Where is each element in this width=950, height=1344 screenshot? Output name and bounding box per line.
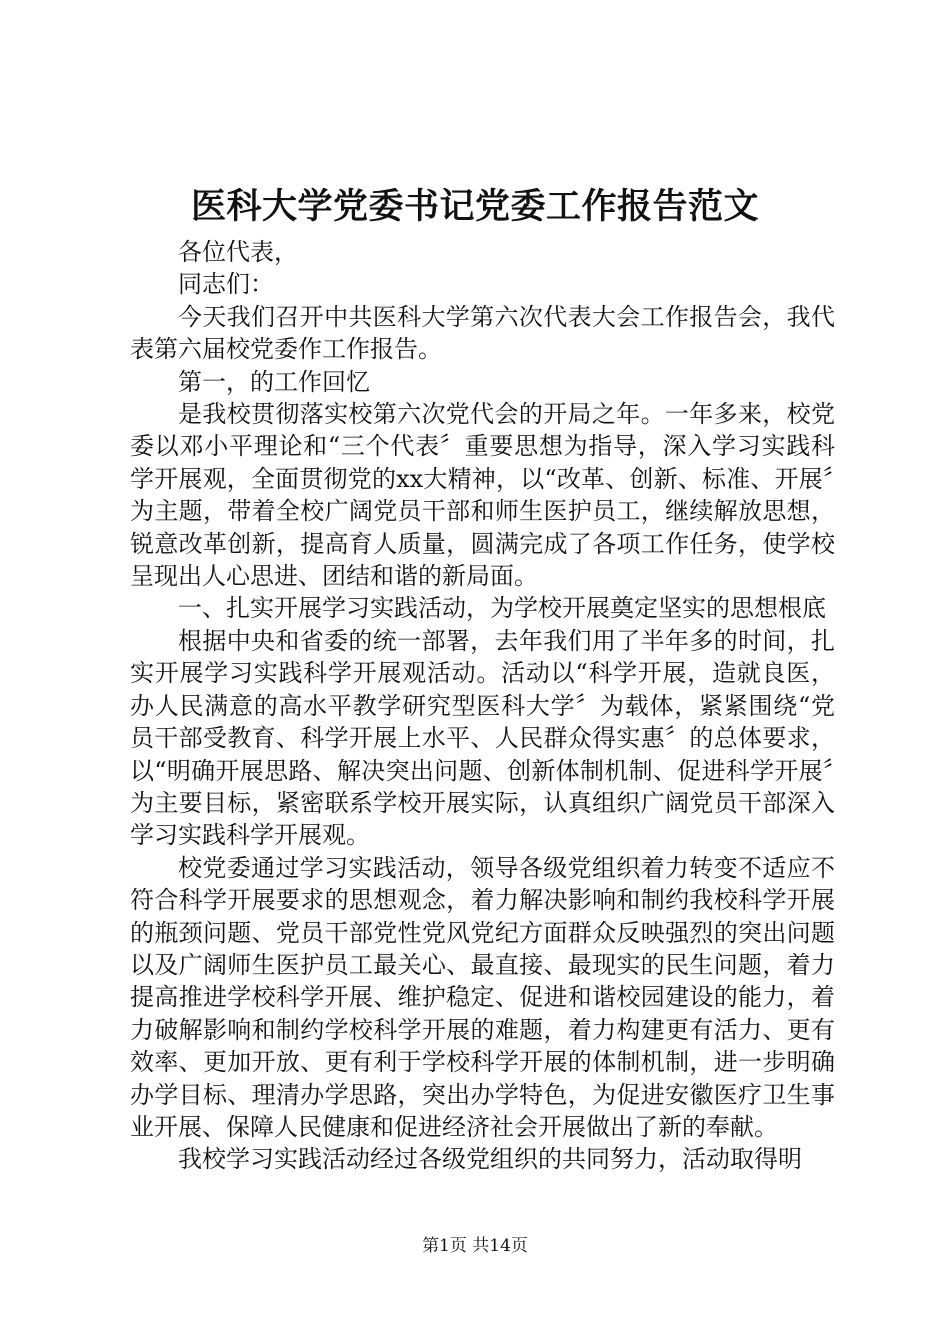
section-heading-1: 一、扎实开展学习实践活动，为学校开展奠定坚实的思想根底 [178, 594, 826, 623]
paragraph-study-activity: 根据中央和省委的统一部署，去年我们用了半年多的时间，扎实开展学习实践科学开展观活动。活动以“科学开展，造就良医，办人民满意的高水平教学研究型医科大学〞为载体，紧紧围绕“党员干部受教育、科学开展上水平、人民群众得实惠〞的总体要求，以“明确开展思路、解决突出问题、创新体制机制、促进科学开展〞为主要目标，紧密联系学校开展实际，认真组织广阔党员干部深入学习实践科学开展观。 [130, 626, 835, 850]
document-body [130, 236, 835, 1176]
paragraph-party-committee: 校党委通过学习实践活动，领导各级党组织着力转变不适应不符合科学开展要求的思想观念，着力解决影响和制约我校科学开展的瓶颈问题、党员干部党性党风党纪方面群众反映强烈的突出问题以及广阔师生医护员工最关心、最直接、最现实的民生问题，着力提高推进学校科学开展、维护稳定、促进和谐校园建设的能力，着力破解影响和制约学校科学开展的难题，着力构建更有活力、更有效率、更加开放、更有利于学校科学开展的体制机制，进一步明确办学目标、理清办学思路，突出办学特色，为促进安徽医疗卫生事业开展、保障人民健康和促进经济社会开展做出了新的奉献。 [130, 853, 835, 1141]
paragraph-salutation-1: 各位代表， [178, 238, 298, 266]
document-title: 医科大学党委书记党委工作报告范文 [190, 186, 759, 227]
paragraph-overview: 是我校贯彻落实校第六次党代会的开局之年。一年多来，校党委以邓小平理论和“三个代表〞重要思想为指导，深入学习实践科学开展观，全面贯彻党的xx大精神，以“改革、创新、标准、开展〞为主题，带着全校广阔党员干部和师生医护员工，继续解放思想，锐意改革创新，提高育人质量，圆满完成了各项工作任务，使学校呈现出人心思进、团结和谐的新局面。 [130, 400, 835, 591]
page-number-footer: 第1页 共14页 [422, 1236, 528, 1256]
section-heading-review: 第一，的工作回忆 [178, 367, 370, 396]
paragraph-salutation-2: 同志们： [178, 270, 274, 299]
paragraph-opening: 今天我们召开中共医科大学第六次代表大会工作报告会，我代表第六届校党委作工作报告。 [130, 302, 835, 364]
paragraph-results: 我校学习实践活动经过各级党组织的共同努力，活动取得明 [178, 1145, 802, 1174]
